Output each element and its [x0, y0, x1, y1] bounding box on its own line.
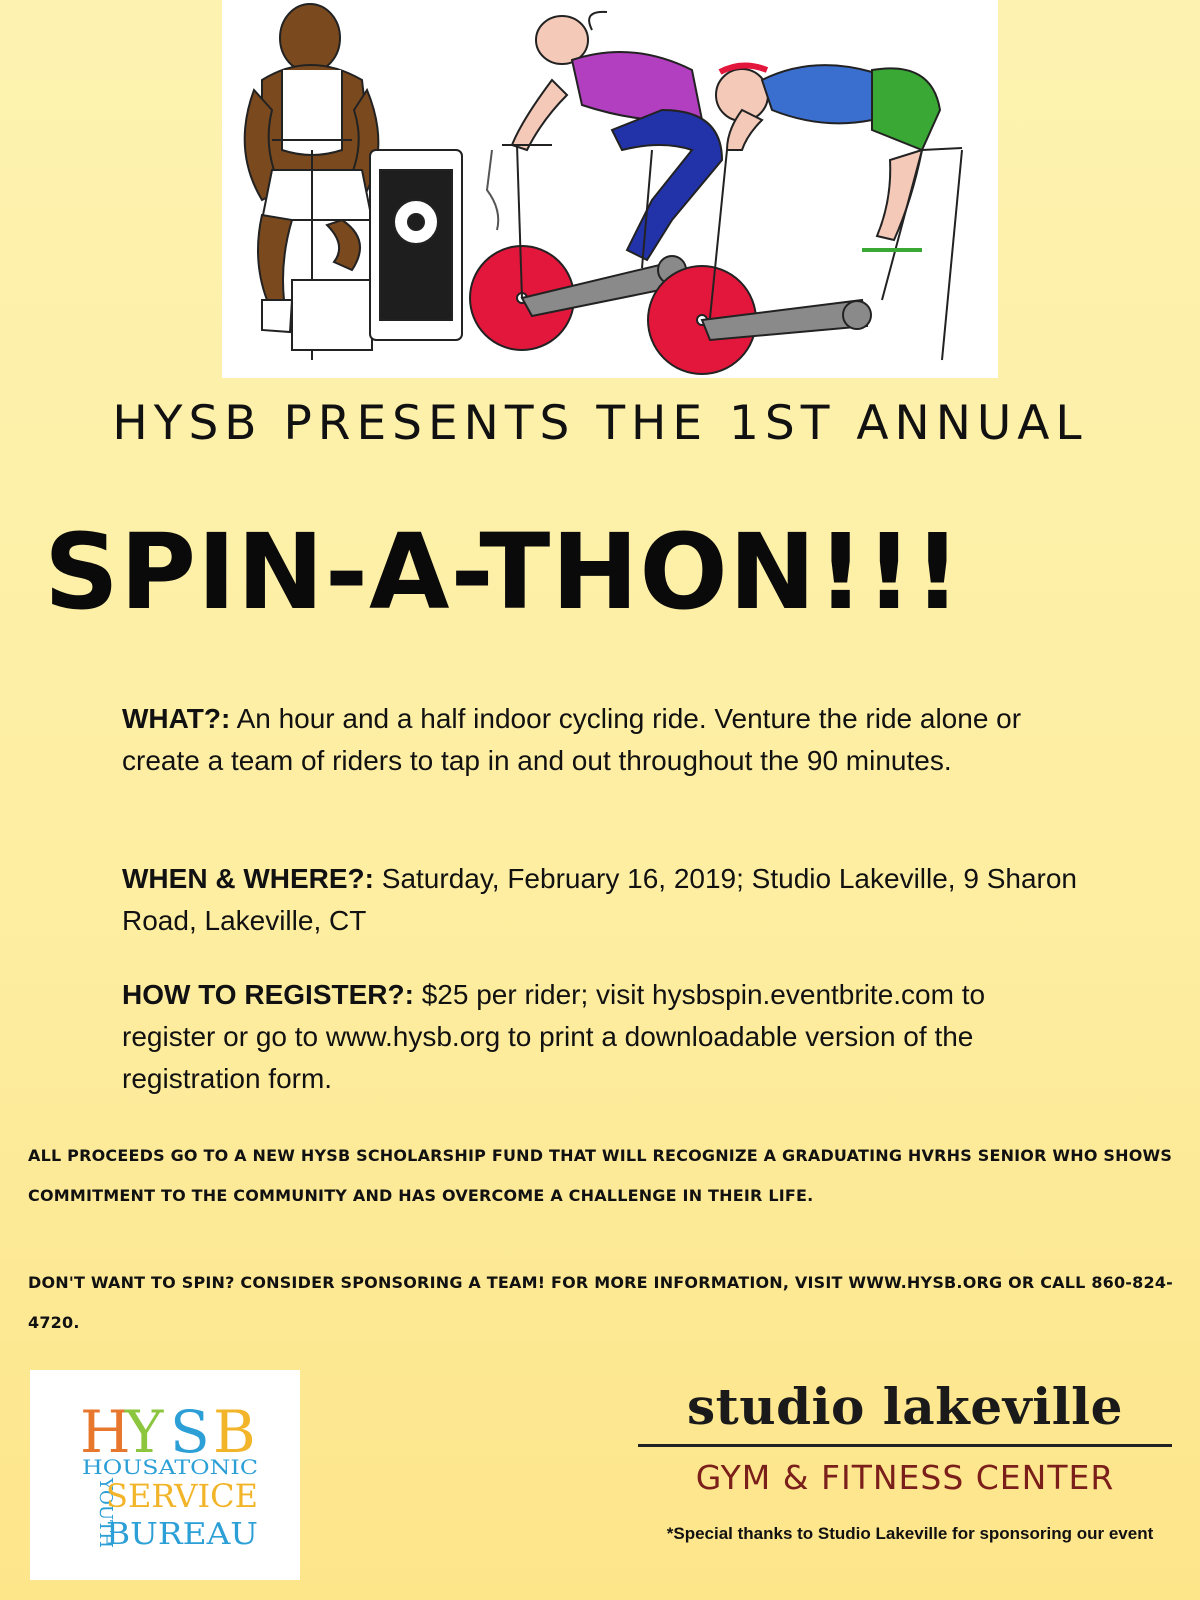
logo-housatonic: HOUSATONIC [82, 1455, 258, 1479]
sponsor-notice: DON'T WANT TO SPIN? CONSIDER SPONSORING A TEAM! FOR MORE INFORMATION, VISIT WWW.HYSB.ORG OR CALL 860-824-4720. [28, 1273, 1173, 1332]
what-label: WHAT?: [122, 703, 231, 734]
cyclists-illustration [222, 0, 998, 378]
hysb-logo-graphic [30, 1370, 300, 1580]
rider-three-figure [716, 65, 940, 240]
studio-lakeville-logo [638, 1378, 1172, 1499]
logo-service: SERVICE [106, 1477, 258, 1515]
studio-tagline: GYM & FITNESS CENTER [695, 1458, 1115, 1497]
logo-bureau: BUREAU [106, 1517, 258, 1552]
how-to-register-section [122, 974, 1082, 1100]
what-section [122, 698, 1082, 782]
when-where-section [122, 858, 1082, 942]
proceeds-notice: ALL PROCEEDS GO TO A NEW HYSB SCHOLARSHIP FUND THAT WILL RECOGNIZE A GRADUATING HVRHS SENIOR WHO SHOWS COMMITMENT TO THE COMMUNITY AND HAS OVERCOME A CHALLENGE IN THEIR LIFE. [28, 1146, 1173, 1205]
speaker-box [370, 150, 462, 340]
event-title: SPIN-A-THON!!! [44, 511, 963, 633]
presents-heading: HYSB PRESENTS THE 1ST ANNUAL [112, 396, 1088, 451]
logo-letter-y: Y [125, 1398, 164, 1466]
how-to-register-label: HOW TO REGISTER?: [122, 979, 414, 1010]
hysb-logo [30, 1370, 300, 1580]
logo-letter-s: S [170, 1398, 210, 1466]
logo-letter-h: H [80, 1398, 131, 1466]
logo-youth: YOUTH [95, 1478, 116, 1548]
when-where-text: Saturday, February 16, 2019; Studio Lakeville, 9 Sharon Road, Lakeville, CT [122, 863, 1078, 936]
logo-letter-b: B [213, 1398, 256, 1466]
what-text: An hour and a half indoor cycling ride. Venture the ride alone or create a team of riders to tap in and out throughout the 90 minutes. [122, 703, 1022, 776]
how-to-register-text: $25 per rider; visit hysbspin.eventbrite.com to register or go to www.hysb.org to print a downloadable version of the registration form. [122, 979, 986, 1094]
special-thanks: *Special thanks to Studio Lakeville for sponsoring our event [666, 1524, 1154, 1543]
when-where-label: WHEN & WHERE?: [122, 863, 374, 894]
cyclists-drawing [222, 0, 998, 378]
rider-two-figure [512, 12, 722, 260]
studio-divider [638, 1444, 1172, 1447]
studio-name: studio lakeville [686, 1377, 1123, 1436]
